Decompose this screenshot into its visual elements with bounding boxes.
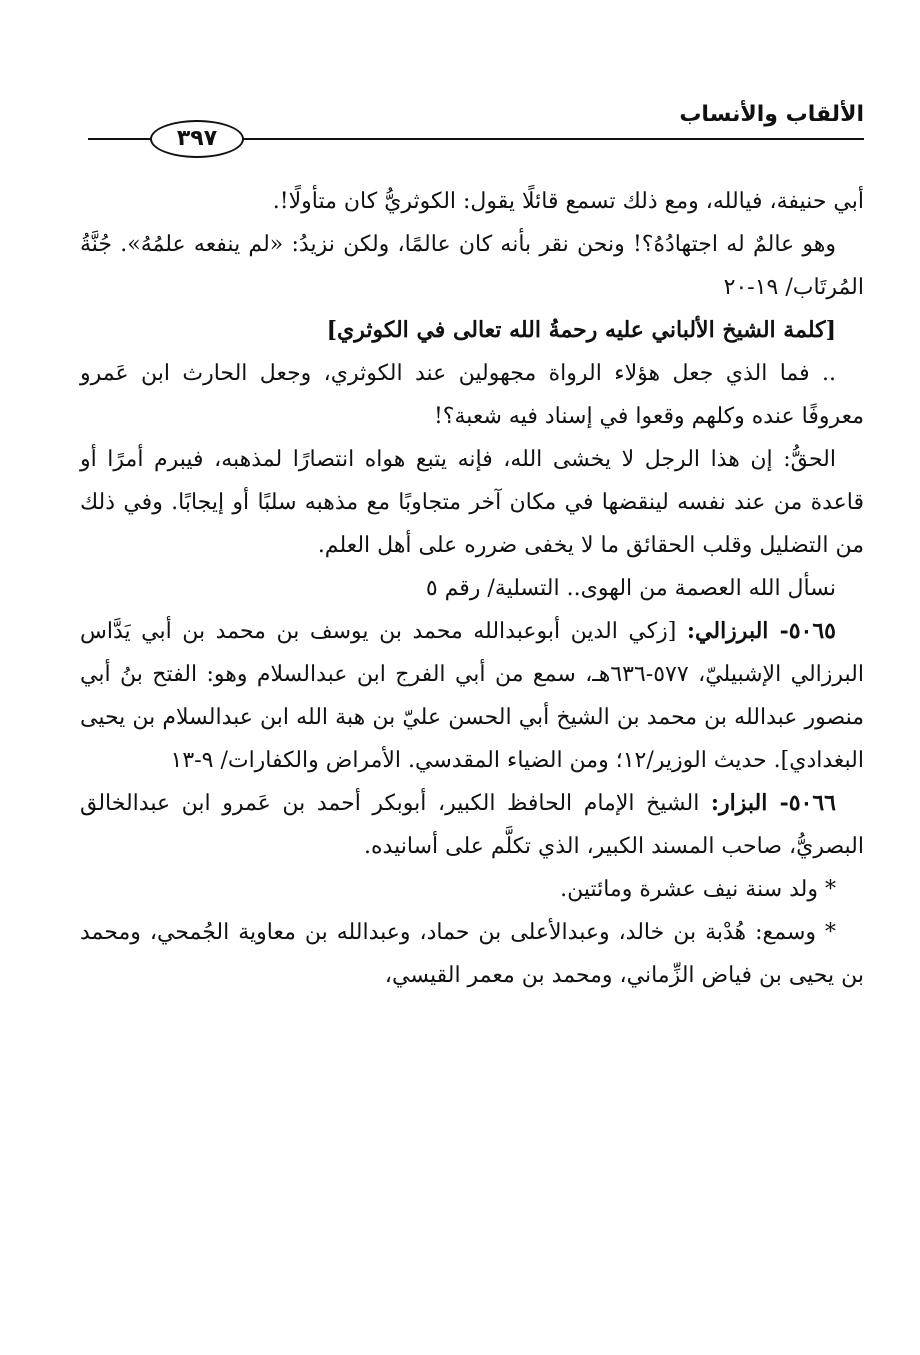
entry-text: [زكي الدين أبوعبدالله محمد بن يوسف بن محمد بن أبي يَدَّاس البرزالي الإشبيليّ، ٥٧٧-٦٣٦هـ، سمع من أبي الفرج ابن عبدالسلام وهو: الفتح بنُ أبي منصور عبدالله بن محمد بن الشيخ أبي الحسن عليّ بن هبة الله ابن عبدالسلام بن يحيى البغدادي]. حديث الوزير/١٢؛ ومن الضياء المقدسي. الأمراض والكفارات/ ٩-١٣ bbox=[80, 619, 864, 773]
entry-5066 bbox=[80, 782, 864, 868]
body-text bbox=[80, 180, 864, 997]
page-header bbox=[88, 96, 864, 152]
paragraph: أبي حنيفة، فيالله، ومع ذلك تسمع قائلًا يقول: الكوثريُّ كان متأولًا!. bbox=[272, 189, 864, 214]
running-title: الألقاب والأنساب bbox=[679, 102, 864, 127]
page-number: ٣٩٧ bbox=[150, 120, 244, 158]
entry-5065 bbox=[80, 610, 864, 782]
section-heading: [كلمة الشيخ الألباني عليه رحمةُ الله تعالى في الكوثري] bbox=[326, 317, 836, 343]
paragraph: وهو عالمٌ له اجتهادُهُ؟! ونحن نقر بأنه كان عالمًا، ولكن نزيدُ: «لم ينفعه علمُهُ». جُنَّةُ المُرتَاب/ ١٩-٢٠ bbox=[80, 232, 864, 300]
paragraph: .. فما الذي جعل هؤلاء الرواة مجهولين عند الكوثري، وجعل الحارث ابن عَمرو معروفًا عنده وكلهم وقعوا في إسناد فيه شعبة؟! bbox=[80, 361, 864, 429]
paragraph: * وسمع: هُدْبة بن خالد، وعبدالأعلى بن حماد، وعبدالله بن معاوية الجُمحي، ومحمد بن يحيى بن فياض الزِّماني، ومحمد بن معمر القيسي، bbox=[80, 920, 864, 988]
paragraph: * ولد سنة نيف عشرة ومائتين. bbox=[560, 877, 836, 902]
paragraph: نسأل الله العصمة من الهوى.. التسلية/ رقم ٥ bbox=[425, 576, 836, 601]
entry-number-name: ٥٠٦٦- البزار: bbox=[710, 790, 836, 816]
paragraph: الحقُّ: إن هذا الرجل لا يخشى الله، فإنه يتبع هواه انتصارًا لمذهبه، فيبرم أمرًا أو قاعدة من عند نفسه لينقضها في مكان آخر متجاوبًا مع مذهبه سلبًا أو إيجابًا. وفي ذلك من التضليل وقلب الحقائق ما لا يخفى ضرره على أهل العلم. bbox=[80, 447, 864, 558]
entry-number-name: ٥٠٦٥- البرزالي: bbox=[686, 618, 836, 644]
entry-text: الشيخ الإمام الحافظ الكبير، أبوبكر أحمد بن عَمرو ابن عبدالخالق البصريُّ، صاحب المسند الكبير، الذي تكلَّم على أسانيده. bbox=[80, 791, 864, 859]
